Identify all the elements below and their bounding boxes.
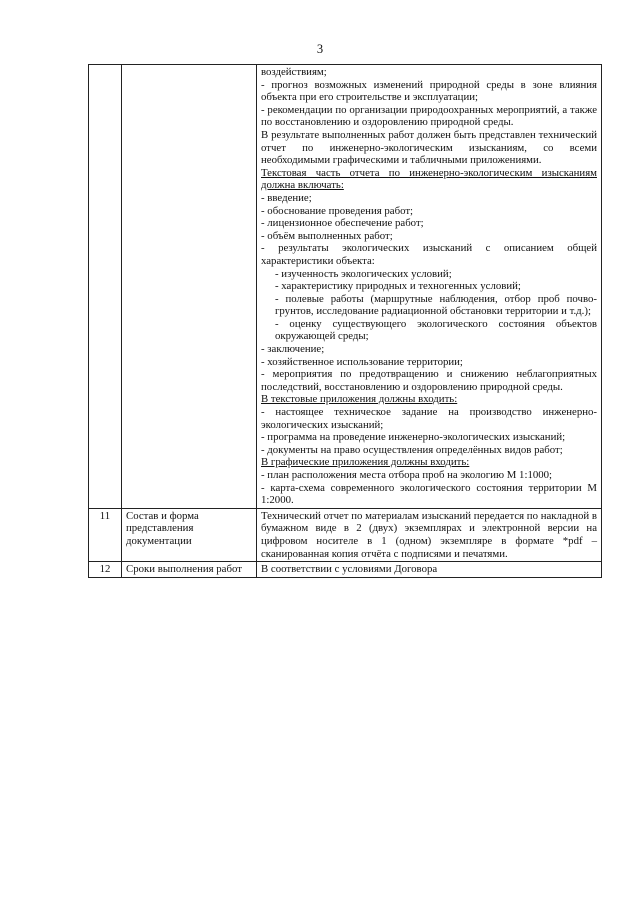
table-row-continued xyxy=(89,65,602,509)
row-number-cell xyxy=(89,65,122,509)
requirement-line: - полевые работы (маршрутные наблюдения, отбор проб почво-грунтов, исследование радиационной обстановки территории и т.д.); xyxy=(275,292,597,318)
requirement-line: воздействиям; xyxy=(261,66,327,78)
requirement-line: - оценку существующего экологического состояния объектов окружающей среды; xyxy=(275,317,597,343)
requirement-line: - план расположения места отбора проб на экологию М 1:1000; xyxy=(261,469,553,481)
row-number-cell: 12 xyxy=(89,562,122,578)
requirement-line: - введение; xyxy=(261,191,312,204)
requirement-line: - лицензионное обеспечение работ; xyxy=(261,217,424,230)
requirement-line: - программа на проведение инженерно-экологических изысканий; xyxy=(261,431,566,444)
row-content-cell: В соответствии с условиями Договора xyxy=(257,562,602,578)
row-content-cell: Технический отчет по материалам изысканий передается по накладной в бумажном виде в 2 (двух) экземплярах и электронной версии на цифровом носителе в 1 (одном) экземпляре в формате *pdf – сканированная копия отчёта с подписями и печатями. xyxy=(257,508,602,561)
requirement-line: - мероприятия по предотвращению и снижению неблагоприятных последствий, восстановлению и оздоровлению природной среды. xyxy=(261,368,597,393)
requirement-line: - объём выполненных работ; xyxy=(261,229,393,242)
table-row-11 xyxy=(89,508,602,561)
requirement-line: - изученность экологических условий; xyxy=(275,267,452,280)
row-title-cell xyxy=(122,65,257,509)
row-title-cell: Состав и форма представления документации xyxy=(122,508,257,561)
requirement-line: В графические приложения должны входить: xyxy=(261,456,470,469)
requirement-line: - прогноз возможных изменений природной среды в зоне влияния объекта при его строительстве и эксплуатации; xyxy=(261,78,597,104)
requirement-line: В результате выполненных работ должен быть представлен технический отчет по инженерно-экологическим изысканиям, со всеми необходимыми графическими и табличными приложениями. xyxy=(261,128,597,167)
requirement-line: - рекомендации по организации природоохранных мероприятий, а также по восстановлению и оздоровлению природной среды. xyxy=(261,103,597,129)
requirement-line: - заключение; xyxy=(261,343,325,356)
requirement-line: В текстовые приложения должны входить: xyxy=(261,393,458,406)
requirement-line: - характеристику природных и техногенных условий; xyxy=(275,280,521,293)
specification-table xyxy=(88,64,602,578)
row-title-cell: Сроки выполнения работ xyxy=(122,562,257,578)
requirement-line: - документы на право осуществления определённых видов работ; xyxy=(261,443,563,456)
requirement-line: - результаты экологических изысканий с описанием общей характеристики объекта: xyxy=(261,242,597,267)
page-number: 3 xyxy=(316,42,324,56)
requirement-line: - настоящее техническое задание на производство инженерно-экологических изысканий; xyxy=(261,406,597,431)
requirement-line: - обоснование проведения работ; xyxy=(261,204,414,217)
row-number-cell: 11 xyxy=(89,508,122,561)
table-row-12 xyxy=(89,562,602,578)
requirement-line: Текстовая часть отчета по инженерно-экологическим изысканиям должна включать: xyxy=(261,166,597,192)
requirement-line: - хозяйственное использование территории; xyxy=(261,355,463,368)
requirement-line: - карта-схема современного экологического состояния территории М 1:2000. xyxy=(261,481,597,507)
requirements-cell xyxy=(257,65,602,509)
